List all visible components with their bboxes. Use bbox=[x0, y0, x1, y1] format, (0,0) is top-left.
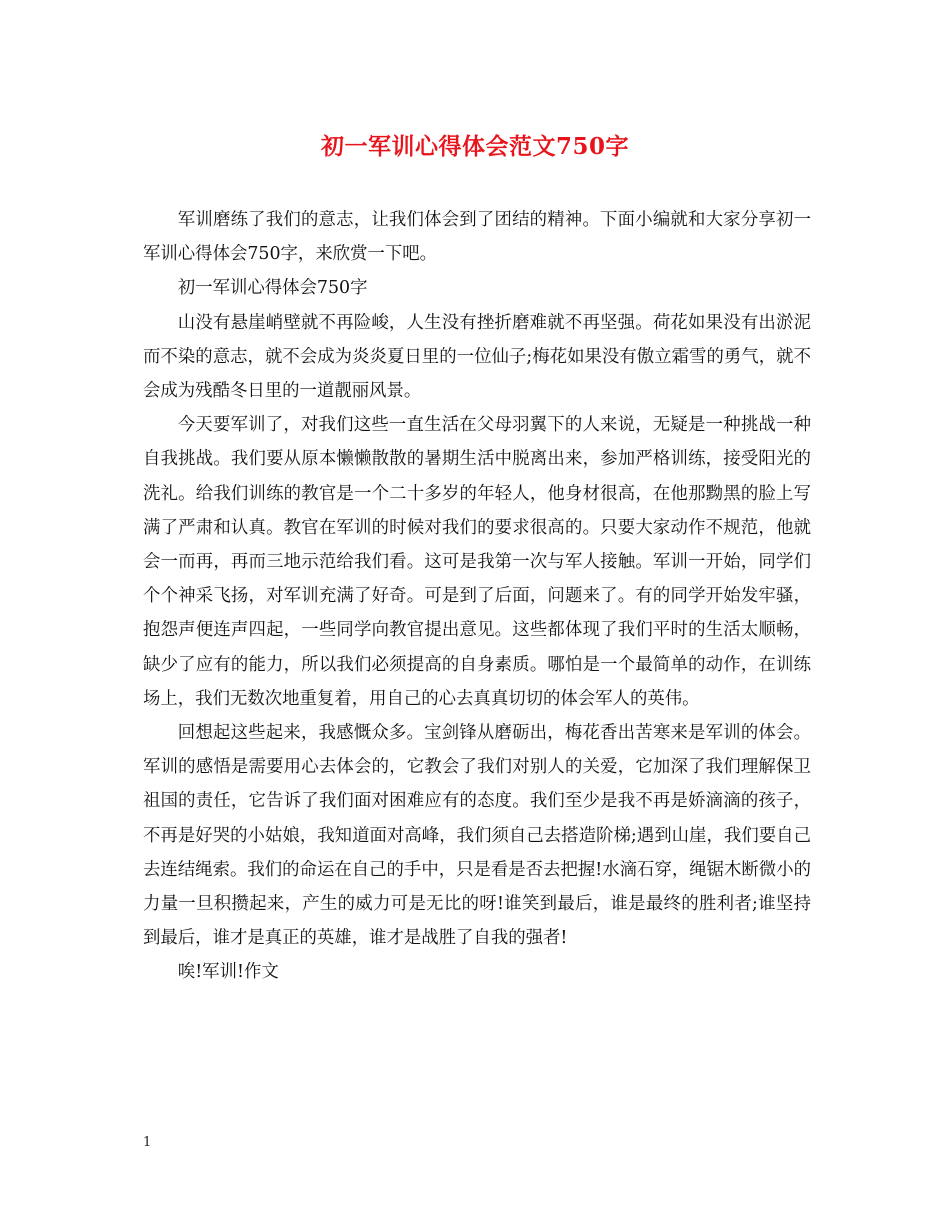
subtitle-paragraph: 初一军训心得体会750字 bbox=[177, 278, 368, 299]
document-body bbox=[143, 203, 811, 990]
body-paragraph-1: 山没有悬崖峭壁就不再险峻，人生没有挫折磨难就不再坚强。荷花如果没有出淤泥而不染的意志，就不会成为炎炎夏日里的一位仙子;梅花如果没有傲立霜雪的勇气，就不会成为残酷冬日里的一道靓丽风景。 bbox=[143, 312, 811, 402]
document-title: 初一军训心得体会范文750字 bbox=[320, 133, 629, 160]
page-number: 1 bbox=[143, 1135, 152, 1150]
intro-paragraph: 军训磨练了我们的意志，让我们体会到了团结的精神。下面小编就和大家分享初一军训心得体会750字，来欣赏一下吧。 bbox=[143, 210, 811, 265]
body-paragraph-2: 今天要军训了，对我们这些一直生活在父母羽翼下的人来说，无疑是一种挑战一种自我挑战。我们要从原本懒懒散散的暑期生活中脱离出来，参加严格训练，接受阳光的洗礼。给我们训练的教官是一个二十多岁的年轻人，他身材很高，在他那黝黑的脸上写满了严肃和认真。教官在军训的时候对我们的要求很高的。只要大家动作不规范，他就会一而再，再而三地示范给我们看。这可是我第一次与军人接触。军训一开始，同学们个个神采飞扬，对军训充满了好奇。可是到了后面，问题来了。有的同学开始发牢骚，抱怨声便连声四起，一些同学向教官提出意见。这些都体现了我们平时的生活太顺畅，缺少了应有的能力，所以我们必须提高的自身素质。哪怕是一个最简单的动作，在训练场上，我们无数次地重复着，用自己的心去真真切切的体会军人的英伟。 bbox=[143, 415, 811, 709]
body-paragraph-3: 回想起这些起来，我感慨众多。宝剑锋从磨砺出，梅花香出苦寒来是军训的体会。军训的感悟是需要用心去体会的，它教会了我们对别人的关爱，它加深了我们理解保卫祖国的责任，它告诉了我们面对困难应有的态度。我们至少是我不再是娇滴滴的孩子，不再是好哭的小姑娘，我知道面对高峰，我们须自己去搭造阶梯;遇到山崖，我们要自己去连结绳索。我们的命运在自己的手中，只是看是否去把握!水滴石穿，绳锯木断微小的力量一旦积攒起来，产生的威力可是无比的呀!谁笑到最后，谁是最终的胜利者;谁坚持到最后，谁才是真正的英雄，谁才是战胜了自我的强者! bbox=[143, 723, 811, 949]
closing-paragraph: 唉!军训!作文 bbox=[177, 962, 279, 983]
